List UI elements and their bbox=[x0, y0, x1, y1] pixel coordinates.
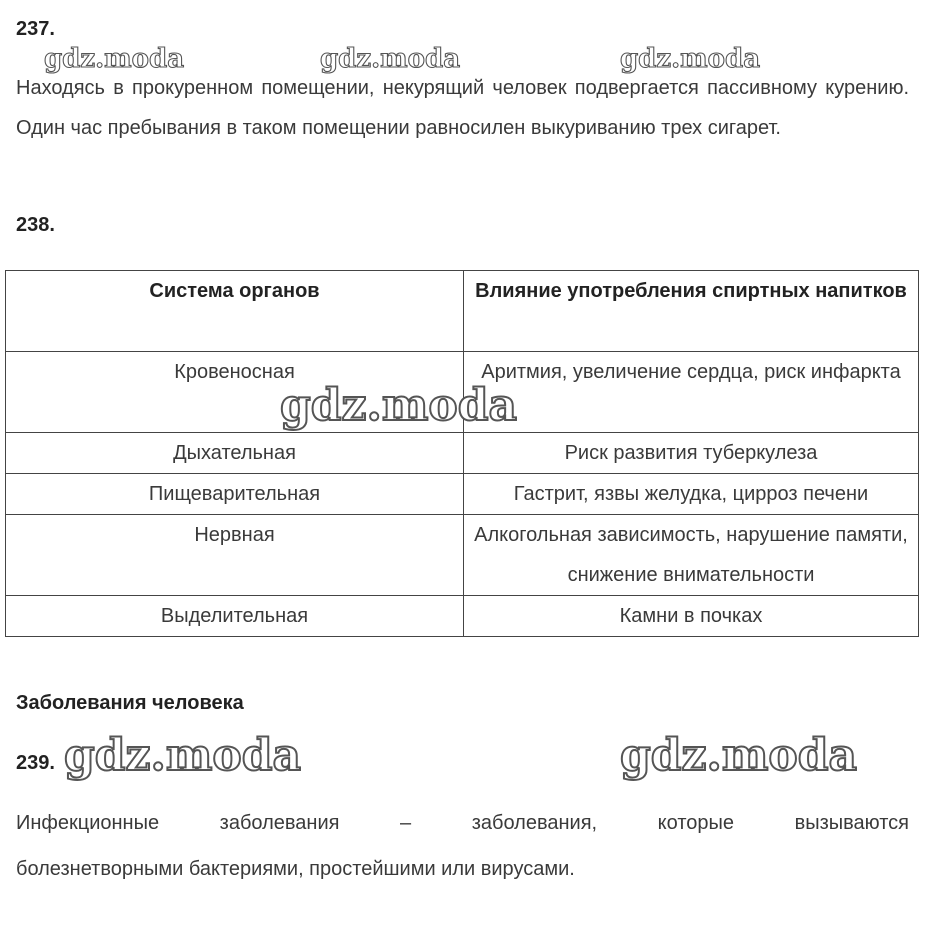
header-alcohol-effect: Влияние употребления спиртных напитков bbox=[464, 271, 919, 352]
task-238-number: 238. bbox=[16, 214, 55, 236]
organ-system-cell: Кровеносная bbox=[6, 352, 464, 433]
watermark: gdz.moda bbox=[320, 44, 461, 74]
table-row bbox=[6, 474, 919, 515]
task-237-text: Находясь в прокуренном помещении, некурящий человек подвергается пассивному курению. Один час пребывания в таком помещении равносилен выкуриванию трех сигарет. bbox=[16, 77, 909, 139]
watermark: gdz.moda bbox=[620, 44, 761, 74]
header-organ-system: Система органов bbox=[6, 271, 464, 352]
effect-cell: Алкогольная зависимость, нарушение памяти, снижение внимательности bbox=[464, 515, 919, 596]
watermark: gdz.moda bbox=[64, 730, 302, 781]
organ-system-cell: Выделительная bbox=[6, 596, 464, 637]
organ-system-cell: Дыхательная bbox=[6, 433, 464, 474]
table-row bbox=[6, 352, 919, 433]
effect-cell: Камни в почках bbox=[464, 596, 919, 637]
table-row bbox=[6, 515, 919, 596]
effect-cell: Риск развития туберкулеза bbox=[464, 433, 919, 474]
table-row bbox=[6, 596, 919, 637]
table-row bbox=[6, 433, 919, 474]
task-239-line-1: Инфекционные заболевания – заболевания, которые вызываются bbox=[16, 812, 909, 834]
effect-cell: Аритмия, увеличение сердца, риск инфаркта bbox=[464, 352, 919, 433]
section-heading: Заболевания человека bbox=[16, 692, 244, 714]
watermark: gdz.moda bbox=[620, 730, 858, 781]
task-237-number: 237. bbox=[16, 18, 55, 40]
organ-systems-table bbox=[5, 270, 919, 637]
organ-system-cell: Пищеварительная bbox=[6, 474, 464, 515]
task-239-line-2: болезнетворными бактериями, простейшими или вирусами. bbox=[16, 858, 575, 880]
task-239-number: 239. bbox=[16, 752, 55, 774]
table-header-row bbox=[6, 271, 919, 352]
watermark: gdz.moda bbox=[280, 380, 518, 431]
effect-cell: Гастрит, язвы желудка, цирроз печени bbox=[464, 474, 919, 515]
organ-system-cell: Нервная bbox=[6, 515, 464, 596]
watermark: gdz.moda bbox=[44, 44, 185, 74]
